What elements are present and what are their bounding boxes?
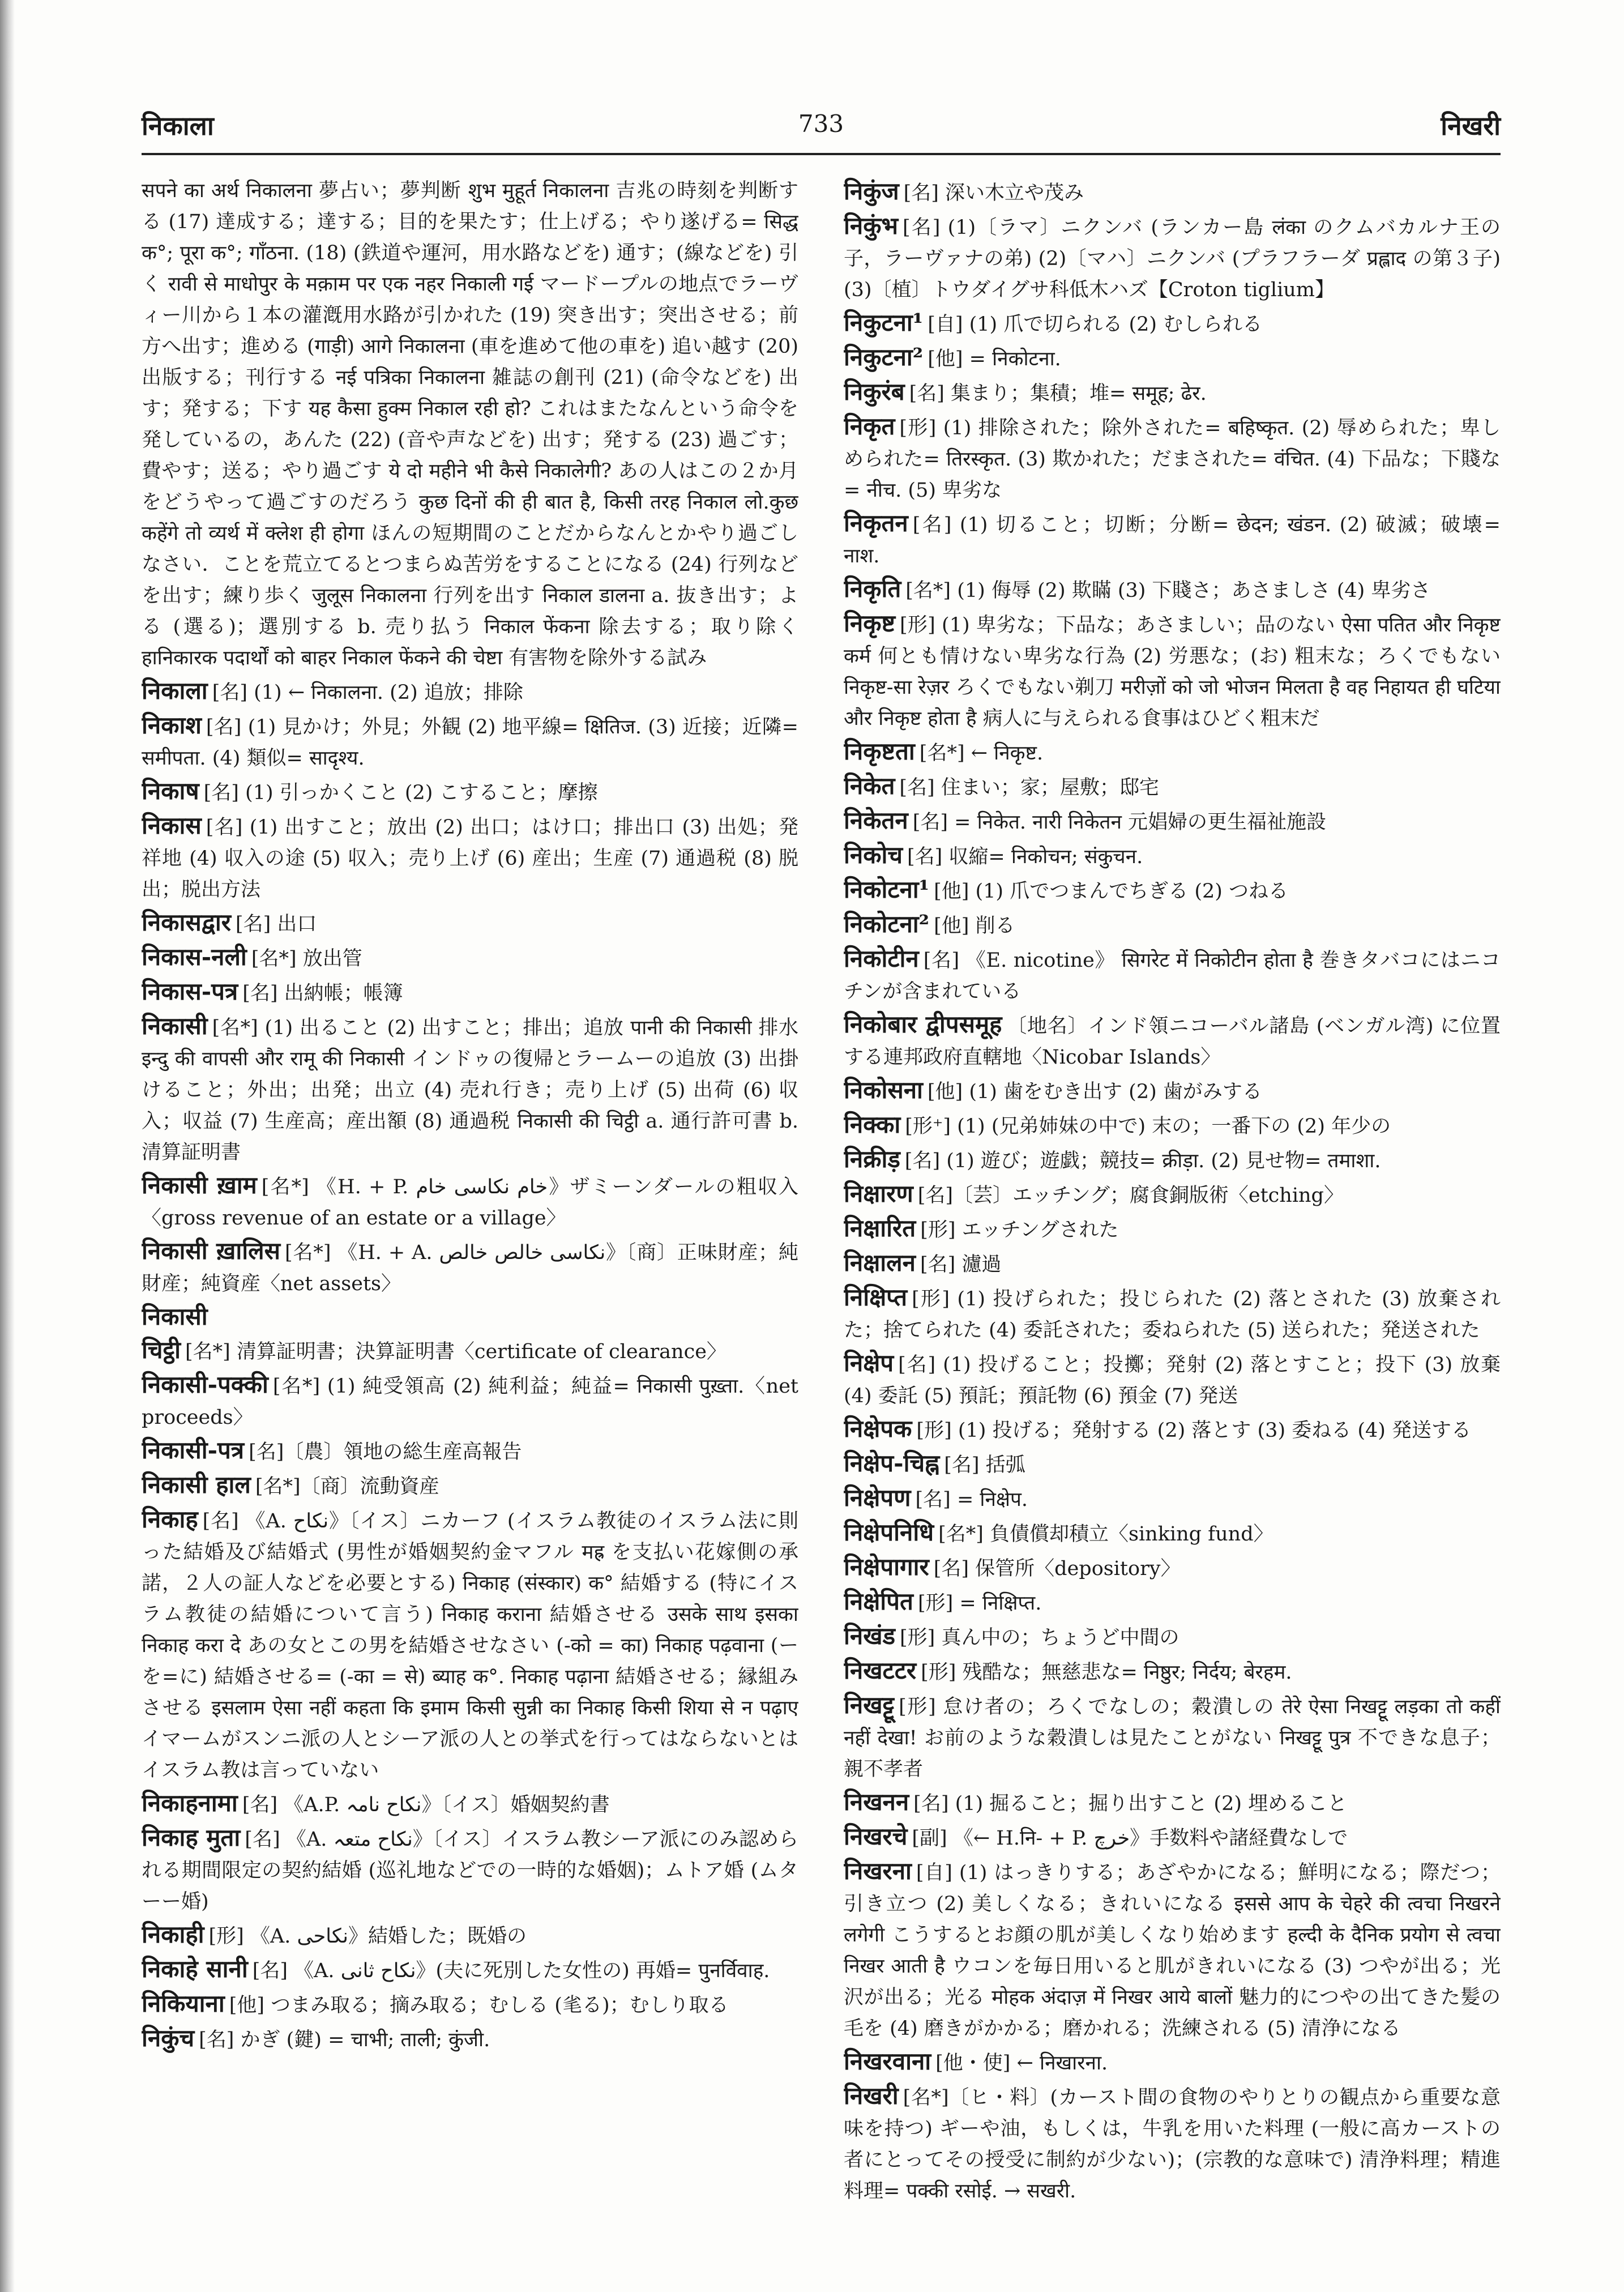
dictionary-entry (142, 1822, 798, 1918)
entry-definition: [形] = निक्षिप्त. (917, 1592, 1042, 1615)
entry-headword: निक्षेपित (844, 1587, 913, 1615)
dictionary-entry (844, 1247, 1501, 1281)
entry-definition: [名] 保管所〈depository〉 (933, 1557, 1181, 1580)
right-column (844, 176, 1501, 2260)
entry-definition: [自] (1) はっきりする；あざやかになる；鮮明になる；際だつ；引き立つ (2) 美しくなる；きれいになる इससे आप के चेहरे की त्वचा निखरने लगेगी こうするとお顔の肌が美しくなり始めます हल्दी के दैनिक प्रयोग से त्वचा निखर आती है ウコンを毎日用いると肌がきれいになる (3) つやが出る；光沢が出る；光る मोहक अंदाज़ में निखर आये बालों 魅力的につやの出てきた髪の毛を (4) 磨きがかかる；磨かれる；洗練される (5) 清浄になる (844, 1862, 1501, 2040)
dictionary-entry (844, 1586, 1501, 1619)
dictionary-entry (142, 1235, 798, 1300)
dictionary-entry (844, 1074, 1501, 1108)
dictionary-entry (844, 608, 1501, 735)
page-number: 733 (798, 110, 844, 138)
dictionary-entry (844, 1517, 1501, 1550)
dictionary-entry (844, 1009, 1501, 1073)
entry-definition: [他・使] ← निखारना. (935, 2052, 1108, 2075)
dictionary-entry (142, 907, 798, 940)
dictionary-entry (142, 1469, 798, 1503)
dictionary-entry (844, 411, 1501, 506)
entry-headword: निकृष्टता (844, 737, 915, 765)
entry-headword: निकासी चिट्ठी (142, 1303, 208, 1364)
dictionary-entry (142, 1988, 798, 2021)
entry-headword: निकुटना² (844, 343, 924, 371)
dictionary-entry (844, 1213, 1501, 1246)
dictionary-entry (844, 342, 1501, 375)
entry-definition: [名] 集まり；集積；堆= समूह; ढेर. (909, 382, 1207, 405)
dictionary-entry (142, 1504, 798, 1786)
entry-headword: निक्षेपनिधि (844, 1518, 934, 1546)
dictionary-entry (844, 1551, 1501, 1585)
entry-headword: निकासी ख़ालिस (142, 1237, 281, 1265)
left-guide-word: निकाला (142, 110, 214, 141)
entry-definition: [名] (1) 引っかくこと (2) こすること；摩擦 (203, 782, 598, 804)
entry-headword: निकाह (142, 1505, 198, 1533)
entry-headword: निकोटना² (844, 910, 930, 938)
dictionary-entry (844, 1689, 1501, 1785)
entry-headword: निकेतन (844, 806, 908, 834)
entry-definition: [名*]〔ヒ・料〕(カースト間の食物のやりとりの観点から重要な意味を持つ) ギーや油，もしくは，牛乳を用いた料理 (一般に高カーストの者にとってその授受に制約が少ない)；(宗教的な意味で) 清浄料理；精進料理= पक्की रसोई. → सखरी. (844, 2086, 1501, 2203)
entry-definition: [副] 《← H.नि- + P. خرچ》手数料や諸経費なしで (912, 1827, 1348, 1850)
dictionary-entry (844, 376, 1501, 409)
entry-headword: निकासी (142, 1012, 208, 1040)
entry-definition: [他] 削る (934, 915, 1015, 937)
entry-definition: [名*] (1) 純受領高 (2) 純利益；純益= निकासी पुख़्ता.〈net proceeds〉 (142, 1375, 798, 1429)
entry-headword: निकास (142, 812, 202, 839)
dictionary-entry (142, 775, 798, 809)
entry-definition: [形] (1) 排除された；除外された= बहिष्कृत. (2) 辱められた；卑しめられた= तिरस्कृत. (3) 欺かれた；だまされた= वंचित. (4) 下品な；下賤な= नीच. (5) 卑劣な (844, 417, 1501, 502)
entry-definition: [他] つまみ取る；摘み取る；むしる (毟る)；むしり取る (229, 1994, 729, 2017)
dictionary-entry (844, 1413, 1501, 1446)
entry-definition: [形⁺] (1) (兄弟姉妹の中で) 末の；一番下の (2) 年少の (905, 1115, 1391, 1138)
entry-headword: निखरी (844, 2082, 899, 2110)
entry-headword: निखंड (844, 1622, 896, 1650)
entry-definition: [名] かぎ (鍵) = चाभी; ताली; कुंजी. (199, 2029, 490, 2051)
dictionary-entry (844, 1178, 1501, 1211)
entry-definition: [形] 《A. نکاحی》結婚した；既婚の (208, 1925, 527, 1948)
dictionary-entry (844, 1109, 1501, 1142)
entry-headword: निकाहनामा (142, 1789, 238, 1817)
header-rule (142, 153, 1501, 155)
entry-headword: निक्षेपण (844, 1484, 911, 1512)
entry-definition: [名*] 負債償却積立〈sinking fund〉 (938, 1523, 1273, 1546)
entry-definition: [他] = निकोटना. (928, 348, 1061, 370)
entry-definition: [名*] (1) 出ること (2) 出すこと；排出；追放 पानी की निकासी 排水 इन्दु की वापसी और रामू की निकासी インドゥの復帰とラームーの追放 (3) 出掛けること；外出；出発；出立 (4) 売れ行き；売り上げ (5) 出荷 (6) 収入；収益 (7) 生産高；産出額 (8) 通過税 निकासी की चिट्ठी a. 通行許可書 b. 清算証明書 (142, 1017, 798, 1164)
dictionary-entry (844, 307, 1501, 340)
dictionary-entry (142, 810, 798, 906)
entry-headword: निकुटना¹ (844, 309, 924, 336)
entry-definition: [名] 《A. نکاح》〔イス〕ニカーフ (イスラム教徒のイスラム法に則った結婚及び結婚式 (男性が婚姻契約金マフル मह्र を支払い花嫁側の承諾，２人の証人などを必要とする) निकाह (संस्कार) क° 結婚する (特にイスラム教徒の結婚について言う) निकाह कराना 結婚させる उसके साथ इसका निकाह करा दे あの女とこの男を結婚させなさい (-को = का) निकाह पढ़वाना (ーを=に) 結婚させる= (-का = से) ब्याह क°. निकाह पढ़ाना 結婚させる；縁組みさせる इसलाम ऐसा नहीं कहता कि इमाम किसी सुन्नी का निकाह किसी शिया से न पढ़ाए イマームがスンニ派の人とシーア派の人との挙式を行ってはならないとはイスラム教は言っていない (142, 1510, 798, 1782)
entry-definition: [名*] (1) 侮辱 (2) 欺瞞 (3) 下賤さ；あさましさ (4) 卑劣さ (905, 579, 1431, 602)
entry-definition: [形] (1) 投げる；発射する (2) 落とす (3) 委ねる (4) 発送する (916, 1419, 1472, 1442)
entry-definition: 〔地名〕インド領ニコーバル諸島 (ベンガル湾) に位置する連邦政府直轄地〈Nicobar Islands〉 (844, 1015, 1501, 1069)
dictionary-entry (142, 1953, 798, 1987)
page-binding-shadow (0, 0, 15, 2292)
entry-headword: निकोच (844, 841, 903, 869)
entry-definition: [名] (1) 掘ること；掘り出すこと (2) 埋めること (913, 1792, 1348, 1815)
entry-definition: [名] 濾過 (920, 1253, 1002, 1276)
dictionary-entry (142, 176, 798, 674)
entry-definition: [名*] 放出管 (251, 947, 362, 970)
entry-definition: [名*] 清算証明書；決算証明書〈certificate of clearance〉 (185, 1341, 726, 1363)
dictionary-entry (844, 1448, 1501, 1481)
dictionary-entry (844, 1482, 1501, 1516)
entry-headword: निकाला (142, 677, 208, 705)
entry-headword: निखरवाना (844, 2047, 931, 2075)
entry-definition: [他] (1) 歯をむき出す (2) 歯がみする (927, 1081, 1262, 1103)
entry-definition: [名] (1) 出すこと；放出 (2) 出口；はけ口；排出口 (3) 出処；発祥地 (4) 収入の途 (5) 収入；売り上げ (6) 産出；生産 (7) 通過税 (8) 脱出；脱出方法 (142, 816, 798, 901)
entry-headword: निकेत (844, 772, 895, 800)
entry-headword: निखनन (844, 1788, 909, 1816)
entry-definition: [形] 真ん中の；ちょうど中間の (900, 1627, 1179, 1649)
dictionary-entry (844, 805, 1501, 838)
entry-headword: निकोबार द्वीपसमूह (844, 1010, 1002, 1038)
dictionary-entry (844, 1786, 1501, 1820)
entry-headword: निकाष (142, 777, 199, 805)
entry-definition: [名] (1) 投げること；投擲；発射 (2) 落とすこと；投下 (3) 放棄 (4) 委託 (5) 預託；預託物 (6) 預金 (7) 発送 (844, 1354, 1501, 1407)
entry-definition: [名] 出納帳；帳簿 (242, 982, 403, 1005)
entry-headword: निकुरंब (844, 378, 905, 406)
entry-headword: निकासी हाल (142, 1471, 251, 1499)
entry-headword: निखरना (844, 1857, 912, 1885)
entry-definition: [形] (1) 投げられた；投じられた (2) 落とされた (3) 放棄された；捨てられた (4) 委託された；委ねられた (5) 送られた；発送された (844, 1288, 1501, 1342)
entry-headword: निकाहे सानी (142, 1955, 248, 1983)
dictionary-entry (844, 2046, 1501, 2079)
entry-headword: निकृष्ट (844, 609, 895, 637)
entry-definition: [名*] 《H. + A. نکاسی خالص خالص》〔商〕正味財産；純財産；純資産〈net assets〉 (142, 1241, 798, 1295)
entry-definition: [名] 《A. نکاح ثانی》(夫に死別した女性の) 再婚= पुनर्विवाह. (252, 1960, 770, 1982)
entry-headword: निक्षिप्त (844, 1283, 908, 1311)
entry-headword: निक्षारित (844, 1214, 916, 1242)
dictionary-entry (844, 1655, 1501, 1688)
dictionary-entry (844, 1282, 1501, 1346)
entry-headword: निक्षेप-चिह्न (844, 1449, 940, 1477)
dictionary-entry (844, 839, 1501, 873)
entry-definition: [自] (1) 爪で切られる (2) むしられる (928, 313, 1263, 336)
entry-definition: [名] 出口 (235, 913, 317, 936)
entry-definition: [名] 《E. nicotine》 सिगरेट में निकोटीन होता है 巻きタバコにはニコチンが含まれている (844, 949, 1501, 1003)
dictionary-entry (844, 908, 1501, 942)
entry-headword: निक्रीड़ (844, 1145, 900, 1173)
left-column (142, 176, 798, 2260)
dictionary-entry (142, 976, 798, 1009)
entry-headword: निकृत (844, 412, 895, 440)
right-guide-word: निखरी (1441, 110, 1501, 141)
entry-definition: [他] (1) 爪でつまんでちぎる (2) つねる (934, 880, 1289, 903)
entry-definition: [名*] 《H. + P. خام نکاسی خام》ザミーンダールの粗収入〈gross revenue of an estate or a village〉 (142, 1176, 798, 1230)
entry-definition: [名] 括弧 (944, 1454, 1025, 1476)
dictionary-entry (142, 1010, 798, 1168)
entry-headword: निकृति (844, 575, 901, 603)
entry-definition: [名] = निक्षेप. (915, 1488, 1028, 1511)
dictionary-entry (844, 1821, 1501, 1854)
entry-definition: [名] 深い木立や茂み (903, 182, 1084, 204)
entry-headword: निकोटना¹ (844, 876, 930, 903)
entry-headword: निकाश (142, 711, 202, 739)
entry-headword: निक्का (844, 1111, 901, 1138)
entry-headword: निकुंभ (844, 212, 898, 240)
entry-definition: [名] (1) 見かけ；外見；外観 (2) 地平線= क्षितिज. (3) 近接；近隣= समीपता. (4) 類似= सादृश्य. (142, 716, 798, 770)
entry-headword: निकोसना (844, 1076, 923, 1104)
dictionary-entry (142, 1919, 798, 1952)
entry-definition: [名] = निकेत. नारी निकेतन 元娼婦の更生福祉施設 (912, 811, 1327, 834)
entry-headword: निकास-पत्र (142, 978, 238, 1005)
entry-headword: निकुंच (142, 2024, 195, 2052)
dictionary-entry (142, 941, 798, 975)
dictionary-entry (844, 176, 1501, 209)
entry-headword: निखटटर (844, 1657, 917, 1684)
entry-headword: निकृतन (844, 509, 908, 537)
entry-headword: निक्षेपक (844, 1415, 912, 1442)
dictionary-entry (142, 2022, 798, 2056)
dictionary-entry (844, 507, 1501, 572)
entry-definition: [形] 残酷な；無慈悲な= निष्ठुर; निर्दय; बेरहम. (921, 1661, 1292, 1684)
dictionary-entry (142, 1435, 798, 1468)
entry-definition: [名] 《A.P. نکاح نامہ》〔イス〕婚姻契約書 (242, 1794, 610, 1816)
entry-headword: निखट्टू (844, 1691, 895, 1719)
entry-headword: निकासी-पक्की (142, 1371, 268, 1398)
dictionary-entry (844, 2080, 1501, 2207)
dictionary-entry (844, 1347, 1501, 1412)
entry-definition: [形] (1) 卑劣な；下品な；あさましい；品のない ऐसा पतित और निकृष्ट कर्म 何とも情けない卑劣な行為 (2) 労悪な；(お) 粗末な；ろくでもない निकृष्ट-सा रेज़र ろくでもない剃刀 मरीज़ों को जो भोजन मिलता है वह निहायत ही घटिया और निकृष्ट होता है 病人に与えられる食事はひどく粗末だ (844, 614, 1501, 730)
entry-headword: निकाह मुता (142, 1824, 241, 1851)
entry-headword: निकुंज (844, 177, 899, 205)
dictionary-entry (142, 1170, 798, 1234)
dictionary-entry (844, 210, 1501, 306)
entry-definition: [形] 怠け者の；ろくでなしの；穀潰しの तेरे ऐसा निखट्टू लड़का तो कहीं नहीं देखा! お前のような穀潰しは見たことがない निखट्टू पुत्र 不できな息子；親不孝者 (844, 1696, 1501, 1781)
entry-definition: [名] (1) 遊び；遊戯；競技= क्रीड़ा. (2) 見せ物= तमाशा. (904, 1150, 1381, 1172)
entry-definition: [名] 収縮= निकोचन; संकुचन. (907, 846, 1143, 868)
entry-headword: निखरचे (844, 1822, 908, 1850)
dictionary-entry (844, 573, 1501, 607)
entry-definition: [名] (1) ← निकालना. (2) 追放；排除 (212, 681, 523, 704)
entry-definition: [名*]〔商〕流動資産 (255, 1475, 439, 1498)
entry-headword: निकाही (142, 1920, 204, 1948)
dictionary-entry (142, 1369, 798, 1433)
dictionary-entry (844, 770, 1501, 804)
entry-definition: [名] (1) 切ること；切断；分断= छेदन; खंडन. (2) 破滅；破壊= नाश. (844, 514, 1501, 567)
page-header (142, 108, 1501, 153)
entry-headword: निकास-नली (142, 943, 247, 971)
dictionary-entry (142, 1301, 798, 1368)
entry-headword: निकासी-पत्र (142, 1436, 245, 1464)
dictionary-entry (844, 1855, 1501, 2045)
dictionary-entry (844, 1143, 1501, 1177)
entry-headword: निक्षेपागार (844, 1553, 929, 1581)
entry-definition: [名] (1)〔ラマ〕ニクンバ (ランカー島 लंका のクムバカルナ王の子，ラーヴァナの弟) (2)〔マハ〕ニクンバ (プラフラーダ प्रह्लाद の第３子) (3)〔植〕トウダイグサ科低木ハズ【Croton tiglium】 (844, 216, 1501, 301)
entry-headword: निकियाना (142, 1990, 225, 2017)
entry-definition: [形] エッチングされた (920, 1219, 1119, 1241)
entry-headword: निक्षारण (844, 1180, 913, 1207)
entry-headword: निकासी ख़ाम (142, 1171, 257, 1199)
entry-headword: निक्षेप (844, 1349, 894, 1377)
entry-definition: [名] 《A. نکاح متعہ》〔イス〕イスラム教シーア派にのみ認められる期間限定の契約結婚 (巡礼地などでの一時的な婚姻)；ムトア婚 (ムターー婚) (142, 1828, 798, 1913)
entry-headword: निकासद्वार (142, 908, 231, 936)
entry-definition: [名] 住まい；家；屋敷；邸宅 (899, 776, 1159, 799)
entry-definition: [名]〔農〕領地の総生産高報告 (249, 1441, 522, 1463)
entry-definition: [名*] ← निकृष्ट. (919, 742, 1044, 765)
dictionary-entry (142, 1787, 798, 1821)
dictionary-entry (844, 736, 1501, 769)
entry-definition: [名]〔芸〕エッチング；腐食銅版術〈etching〉 (917, 1184, 1344, 1207)
dictionary-entry (844, 1620, 1501, 1654)
entry-headword: निक्षालन (844, 1249, 916, 1277)
dictionary-entry (142, 675, 798, 708)
dictionary-entry (844, 874, 1501, 907)
dictionary-entry (142, 710, 798, 774)
dictionary-entry (844, 943, 1501, 1008)
entry-headword: निकोटीन (844, 945, 919, 972)
entry-definition: सपने का अर्थ निकालना 夢占い；夢判断 शुभ मुहूर्त निकालना 吉兆の時刻を判断する (17) 達成する；達する；目的を果たす；仕上げる；やり遂げる= सिद्ध क°; पूरा क°; गाँठना. (18) (鉄道や運河，用水路などを) 通す；(線などを) 引く रावी से माधोपुर के मक़ाम पर एक नहर निकाली गई マードープルの地点でラーヴィー川から１本の灌漑用水路が引かれた (19) 突き出す；突出させる；前方へ出す；進める (गाड़ी) आगे निकालना (車を進めて他の車を) 追い越す (20) 出版する；刊行する नई पत्रिका निकालना 雑誌の創刊 (21) (命令などを) 出す；発する；下す यह कैसा हुक्म निकाल रही हो? これはまたなんという命令を発しているの，あんた (22) (音や声などを) 出す；発する (23) 過ごす；費やす；送る；やり過ごす ये दो महीने भी कैसे निकालेगी? あの人はこの２か月をどうやって過ごすのだろう कुछ दिनों की ही बात है, किसी तरह निकाल लो.कुछ कहेंगे तो व्यर्थ में क्लेश ही होगा ほんの短期間のことだからなんとかやり過ごしなさい．ことを荒立てるとつまらぬ苦労をすることになる (24) 行列などを出す；練り歩く जुलूस निकालना 行列を出す निकाल डालना a. 抜き出す；よる (選る)；選別する b. 売り払う निकाल फेंकना 除去する；取り除く हानिकारक पदार्थों को बाहर निकाल फेंकने की चेष्टा 有害物を除外する試み (142, 180, 798, 669)
